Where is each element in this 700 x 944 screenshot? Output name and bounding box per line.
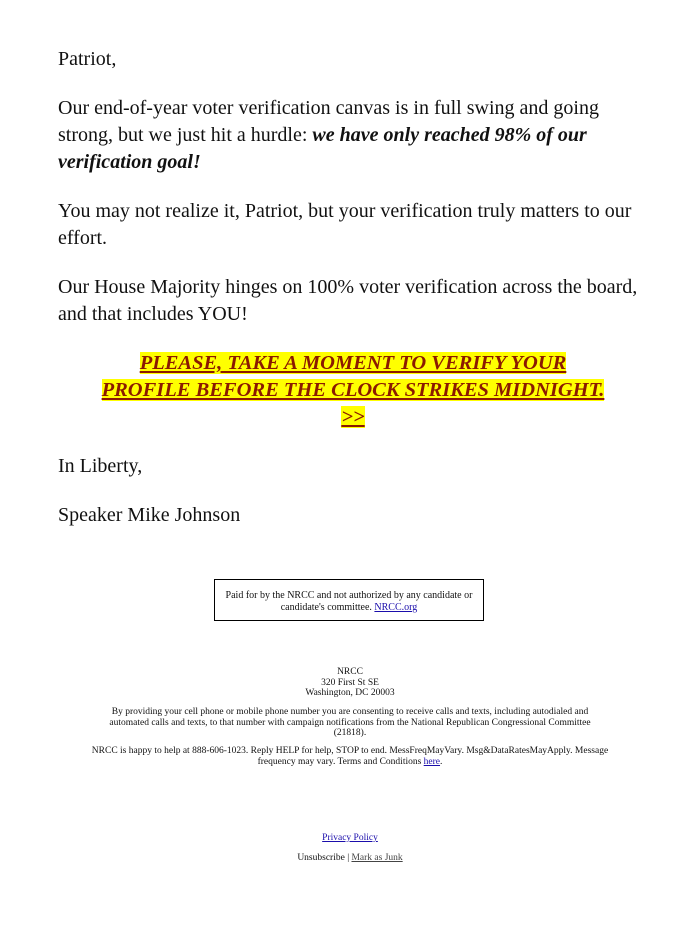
signature: Speaker Mike Johnson bbox=[58, 504, 241, 526]
separator: | bbox=[347, 853, 350, 863]
verify-link-arrow[interactable]: >> bbox=[341, 406, 365, 428]
closing: In Liberty, bbox=[58, 455, 143, 477]
mark-as-junk-link[interactable]: Mark as Junk bbox=[351, 853, 403, 863]
nrcc-link[interactable]: NRCC.org bbox=[374, 602, 418, 613]
help-text: NRCC is happy to help at 888-606-1023. Reply HELP for help, STOP to end. MessFreqMayVary. Msg&DataRatesMayApply. Message frequency may vary. Terms and Conditions here. bbox=[91, 746, 609, 767]
email-body bbox=[58, 46, 648, 551]
address-name: NRCC bbox=[337, 667, 363, 677]
greeting: Patriot, bbox=[58, 48, 117, 70]
verify-link-line1[interactable]: PLEASE, TAKE A MOMENT TO VERIFY YOUR bbox=[139, 352, 567, 374]
unsubscribe-link[interactable]: Unsubscribe bbox=[297, 853, 345, 863]
address-street: 320 First St SE bbox=[321, 677, 379, 688]
paragraph-text: Our end-of-year voter verification canvas is in full swing and going strong, but we just hit a hurdle: bbox=[58, 97, 599, 146]
paragraph-matters: You may not realize it, Patriot, but your verification truly matters to our effort. bbox=[58, 200, 632, 249]
terms-link[interactable]: here bbox=[423, 756, 441, 767]
privacy-row bbox=[90, 833, 610, 844]
emphasis-text: we have only reached 98% of our verification goal! bbox=[58, 124, 587, 173]
verify-cta bbox=[58, 350, 648, 431]
disclaimer-text: Paid for by the NRCC and not authorized by any candidate or candidate's committee. bbox=[225, 590, 473, 613]
paragraph-goal bbox=[58, 95, 648, 176]
address bbox=[90, 667, 610, 699]
paragraph-majority: Our House Majority hinges on 100% voter verification across the board, and that includes YOU! bbox=[58, 276, 638, 325]
privacy-policy-link[interactable]: Privacy Policy bbox=[322, 833, 378, 843]
consent-text: By providing your cell phone or mobile phone number you are consenting to receive calls and texts, including autodialed and automated calls and texts, to that number with campaign notifications from the National Republican Congressional Committee (21818). bbox=[109, 707, 591, 738]
address-city: Washington, DC 20003 bbox=[305, 688, 395, 698]
disclaimer-box bbox=[214, 579, 484, 621]
unsubscribe-row bbox=[90, 853, 610, 864]
verify-link-line2[interactable]: PROFILE BEFORE THE CLOCK STRIKES MIDNIGHT. bbox=[101, 379, 605, 401]
help-body: NRCC is happy to help at 888-606-1023. Reply HELP for help, STOP to end. MessFreqMayVary. Msg&DataRatesMayApply. Message frequency may vary. Terms and Conditions bbox=[91, 746, 609, 767]
